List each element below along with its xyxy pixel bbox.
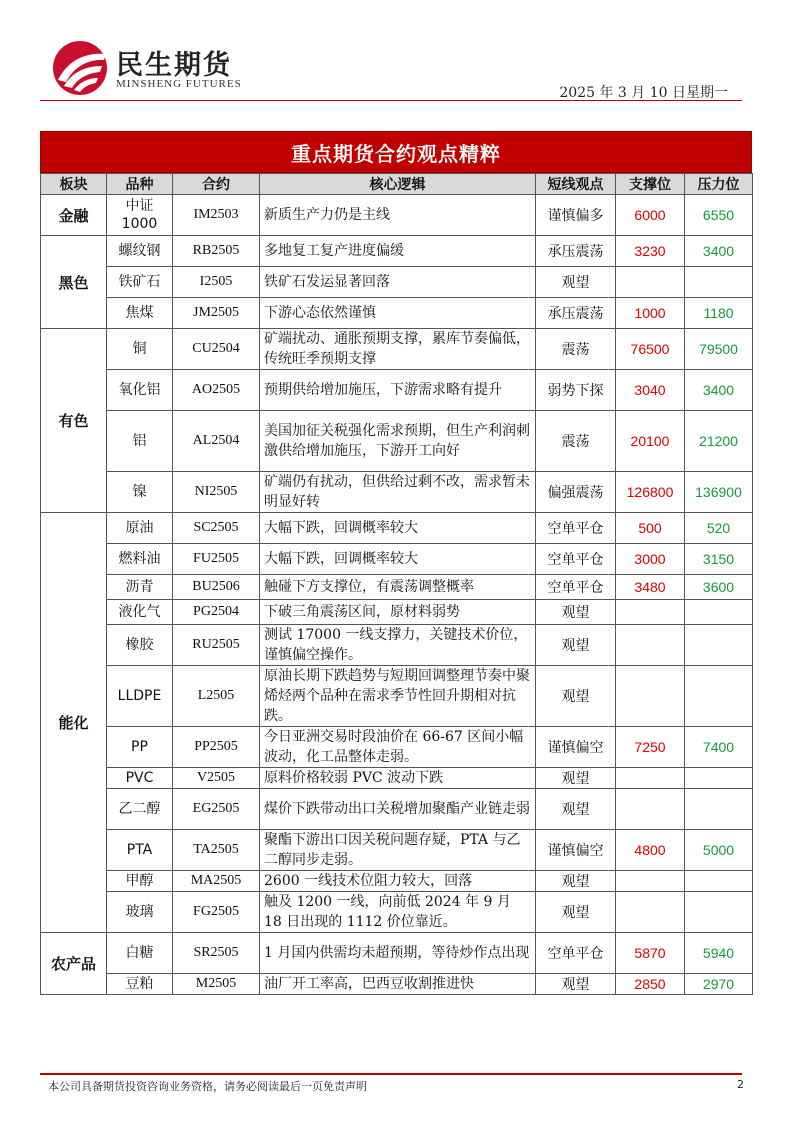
contract-cell: PG2504: [173, 600, 260, 625]
variety-cell: 铁矿石: [107, 267, 173, 298]
pressure-cell: [685, 789, 753, 830]
view-cell: 空单平仓: [536, 575, 616, 600]
contract-cell: M2505: [173, 974, 260, 995]
table-row: [41, 195, 753, 236]
variety-cell: LLDPE: [107, 666, 173, 727]
view-cell: 弱势下探: [536, 370, 616, 411]
support-cell: 126800: [616, 472, 685, 513]
view-cell: 观望: [536, 974, 616, 995]
col-header-sector: 板块: [41, 174, 107, 195]
support-cell: [616, 600, 685, 625]
variety-cell: 白糖: [107, 933, 173, 974]
contract-cell: FU2505: [173, 544, 260, 575]
table-row: [41, 370, 753, 411]
view-cell: 震荡: [536, 329, 616, 370]
table-row: [41, 727, 753, 768]
minsheng-logo-icon: [50, 40, 110, 96]
table-row: [41, 830, 753, 871]
variety-cell: 焦煤: [107, 298, 173, 329]
view-cell: 观望: [536, 892, 616, 933]
pressure-cell: 7400: [685, 727, 753, 768]
contract-cell: RU2505: [173, 625, 260, 666]
logic-cell: 触及 1200 一线，向前低 2024 年 9 月 18 日出现的 1112 价位靠近。: [260, 892, 536, 933]
table-row: [41, 267, 753, 298]
col-header-pressure: 压力位: [685, 174, 753, 195]
pressure-cell: 3600: [685, 575, 753, 600]
support-cell: 2850: [616, 974, 685, 995]
contract-cell: JM2505: [173, 298, 260, 329]
sector-cell: 金融: [41, 195, 107, 236]
col-header-variety: 品种: [107, 174, 173, 195]
view-cell: 谨慎偏多: [536, 195, 616, 236]
view-cell: 观望: [536, 625, 616, 666]
pressure-cell: [685, 625, 753, 666]
futures-views-table: [40, 173, 753, 995]
logic-cell: 矿端扰动、通胀预期支撑，累库节奏偏低，传统旺季预期支撑: [260, 329, 536, 370]
table-row: [41, 544, 753, 575]
view-cell: 空单平仓: [536, 933, 616, 974]
pressure-cell: 136900: [685, 472, 753, 513]
brand-name-en: MINSHENG FUTURES: [116, 78, 242, 90]
support-cell: 3230: [616, 236, 685, 267]
view-cell: 观望: [536, 871, 616, 892]
variety-cell: 燃料油: [107, 544, 173, 575]
table-row: [41, 472, 753, 513]
sector-cell: 能化: [41, 513, 107, 933]
view-cell: 空单平仓: [536, 544, 616, 575]
contract-cell: AO2505: [173, 370, 260, 411]
logic-cell: 1 月国内供需均未超预期，等待炒作点出现: [260, 933, 536, 974]
variety-cell: 螺纹钢: [107, 236, 173, 267]
variety-cell: 铜: [107, 329, 173, 370]
pressure-cell: 3150: [685, 544, 753, 575]
logic-cell: 下游心态依然谨慎: [260, 298, 536, 329]
table-row: [41, 600, 753, 625]
table-title: 重点期货合约观点精粹: [40, 131, 752, 173]
pressure-cell: 5940: [685, 933, 753, 974]
variety-cell: PTA: [107, 830, 173, 871]
col-header-contract: 合约: [173, 174, 260, 195]
variety-cell: 橡胶: [107, 625, 173, 666]
variety-cell: 液化气: [107, 600, 173, 625]
sector-cell: 农产品: [41, 933, 107, 995]
view-cell: 谨慎偏空: [536, 830, 616, 871]
pressure-cell: 2970: [685, 974, 753, 995]
table-body: [41, 195, 753, 995]
variety-cell: 甲醇: [107, 871, 173, 892]
support-cell: [616, 768, 685, 789]
variety-cell: 玻璃: [107, 892, 173, 933]
view-cell: 观望: [536, 768, 616, 789]
contract-cell: AL2504: [173, 411, 260, 472]
contract-cell: I2505: [173, 267, 260, 298]
logic-cell: 煤价下跌带动出口关税增加聚酯产业链走弱: [260, 789, 536, 830]
view-cell: 承压震荡: [536, 236, 616, 267]
sector-cell: 黑色: [41, 236, 107, 329]
pressure-cell: 5000: [685, 830, 753, 871]
contract-cell: RB2505: [173, 236, 260, 267]
logic-cell: 大幅下跌，回调概率较大: [260, 513, 536, 544]
support-cell: 7250: [616, 727, 685, 768]
support-cell: 76500: [616, 329, 685, 370]
table-row: [41, 768, 753, 789]
contract-cell: IM2503: [173, 195, 260, 236]
table-row: [41, 329, 753, 370]
support-cell: [616, 267, 685, 298]
support-cell: 1000: [616, 298, 685, 329]
view-cell: 观望: [536, 789, 616, 830]
contract-cell: BU2506: [173, 575, 260, 600]
logic-cell: 聚酯下游出口因关税问题存疑，PTA 与乙二醇同步走弱。: [260, 830, 536, 871]
logic-cell: 美国加征关税强化需求预期，但生产利润刺激供给增加施压，下游开工向好: [260, 411, 536, 472]
variety-cell: PVC: [107, 768, 173, 789]
table-row: [41, 513, 753, 544]
pressure-cell: [685, 666, 753, 727]
table-row: [41, 933, 753, 974]
pressure-cell: 1180: [685, 298, 753, 329]
logic-cell: 多地复工复产进度偏缓: [260, 236, 536, 267]
variety-cell: 豆粕: [107, 974, 173, 995]
footer-divider: [40, 1073, 742, 1075]
table-header-row: [41, 174, 753, 195]
pressure-cell: [685, 267, 753, 298]
contract-cell: FG2505: [173, 892, 260, 933]
view-cell: 观望: [536, 267, 616, 298]
view-cell: 震荡: [536, 411, 616, 472]
pressure-cell: 3400: [685, 236, 753, 267]
pressure-cell: [685, 892, 753, 933]
variety-cell: 沥青: [107, 575, 173, 600]
sector-cell: 有色: [41, 329, 107, 513]
support-cell: [616, 666, 685, 727]
pressure-cell: [685, 871, 753, 892]
table-row: [41, 666, 753, 727]
table-row: [41, 871, 753, 892]
variety-cell: 乙二醇: [107, 789, 173, 830]
pressure-cell: 79500: [685, 329, 753, 370]
support-cell: 500: [616, 513, 685, 544]
header-divider: [40, 100, 742, 101]
support-cell: 6000: [616, 195, 685, 236]
contract-cell: TA2505: [173, 830, 260, 871]
view-cell: 观望: [536, 600, 616, 625]
variety-cell: 氧化铝: [107, 370, 173, 411]
col-header-logic: 核心逻辑: [260, 174, 536, 195]
variety-cell: 中证 1000: [107, 195, 173, 236]
contract-cell: MA2505: [173, 871, 260, 892]
contract-cell: SR2505: [173, 933, 260, 974]
table-row: [41, 236, 753, 267]
contract-cell: EG2505: [173, 789, 260, 830]
pressure-cell: 21200: [685, 411, 753, 472]
col-header-view: 短线观点: [536, 174, 616, 195]
support-cell: [616, 892, 685, 933]
table-row: [41, 625, 753, 666]
contract-cell: V2505: [173, 768, 260, 789]
variety-cell: 铝: [107, 411, 173, 472]
logic-cell: 原油长期下跌趋势与短期回调整理节奏中聚烯烃两个品种在需求季节性回升期相对抗跌。: [260, 666, 536, 727]
support-cell: 5870: [616, 933, 685, 974]
view-cell: 偏强震荡: [536, 472, 616, 513]
support-cell: 20100: [616, 411, 685, 472]
support-cell: 3000: [616, 544, 685, 575]
variety-cell: PP: [107, 727, 173, 768]
view-cell: 谨慎偏空: [536, 727, 616, 768]
logic-cell: 测试 17000 一线支撑力，关键技术价位，谨慎偏空操作。: [260, 625, 536, 666]
logic-cell: 矿端仍有扰动，但供给过剩不改，需求暂未明显好转: [260, 472, 536, 513]
pressure-cell: [685, 600, 753, 625]
variety-cell: 镍: [107, 472, 173, 513]
logic-cell: 原料价格较弱 PVC 波动下跌: [260, 768, 536, 789]
logic-cell: 大幅下跌，回调概率较大: [260, 544, 536, 575]
logic-cell: 新质生产力仍是主线: [260, 195, 536, 236]
contract-cell: SC2505: [173, 513, 260, 544]
support-cell: [616, 789, 685, 830]
support-cell: 4800: [616, 830, 685, 871]
report-date: 2025 年 3 月 10 日星期一: [559, 85, 728, 101]
table-row: [41, 575, 753, 600]
table-row: [41, 298, 753, 329]
support-cell: 3480: [616, 575, 685, 600]
logic-cell: 2600 一线技术位阻力较大，回落: [260, 871, 536, 892]
contract-cell: CU2504: [173, 329, 260, 370]
page-number: 2: [737, 1078, 744, 1091]
logic-cell: 今日亚洲交易时段油价在 66-67 区间小幅波动，化工品整体走弱。: [260, 727, 536, 768]
table-row: [41, 892, 753, 933]
contract-cell: L2505: [173, 666, 260, 727]
table-row: [41, 789, 753, 830]
logic-cell: 下破三角震荡区间，原材料弱势: [260, 600, 536, 625]
contract-cell: NI2505: [173, 472, 260, 513]
brand-name-cn: 民生期货: [116, 50, 232, 81]
variety-cell: 原油: [107, 513, 173, 544]
view-cell: 观望: [536, 666, 616, 727]
table-row: [41, 411, 753, 472]
logic-cell: 触碰下方支撑位，有震荡调整概率: [260, 575, 536, 600]
footer-disclaimer: 本公司具备期货投资咨询业务资格，请务必阅读最后一页免责声明: [48, 1080, 367, 1093]
contract-cell: PP2505: [173, 727, 260, 768]
logic-cell: 铁矿石发运显著回落: [260, 267, 536, 298]
col-header-support: 支撑位: [616, 174, 685, 195]
logic-cell: 预期供给增加施压，下游需求略有提升: [260, 370, 536, 411]
support-cell: [616, 625, 685, 666]
logic-cell: 油厂开工率高，巴西豆收割推进快: [260, 974, 536, 995]
support-cell: [616, 871, 685, 892]
pressure-cell: 3400: [685, 370, 753, 411]
view-cell: 承压震荡: [536, 298, 616, 329]
table-row: [41, 974, 753, 995]
pressure-cell: [685, 768, 753, 789]
pressure-cell: 6550: [685, 195, 753, 236]
pressure-cell: 520: [685, 513, 753, 544]
support-cell: 3040: [616, 370, 685, 411]
view-cell: 空单平仓: [536, 513, 616, 544]
